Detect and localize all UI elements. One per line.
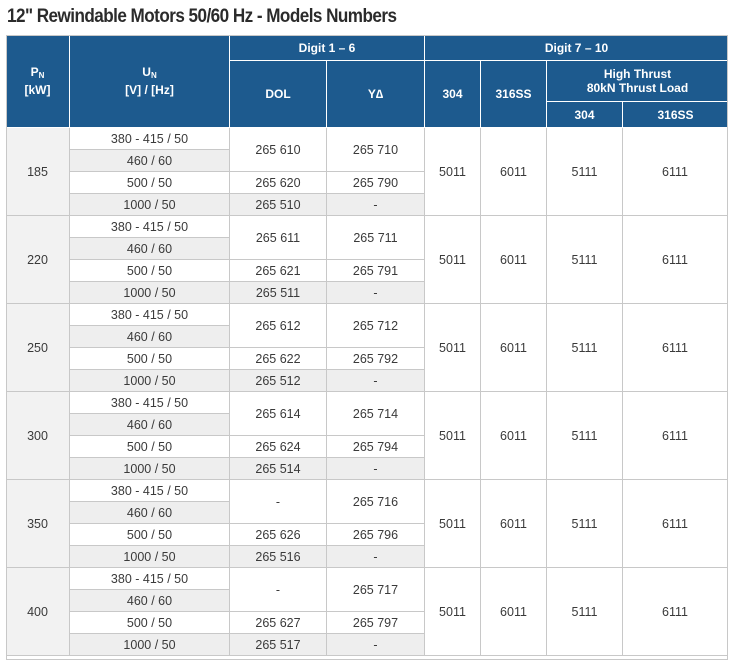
model-ht-304-cell: 5111 <box>547 304 623 392</box>
voltage-cell: 1000 / 50 <box>70 370 230 392</box>
yd-cell: - <box>327 370 425 392</box>
model-316ss-cell: 6011 <box>481 216 547 304</box>
power-cell: 185 <box>6 128 70 216</box>
voltage-cell: 500 / 50 <box>70 612 230 634</box>
header-ht-316ss: 316SS <box>623 102 728 128</box>
voltage-cell: 460 / 60 <box>70 502 230 524</box>
voltage-cell: 500 / 50 <box>70 436 230 458</box>
yd-cell: - <box>327 282 425 304</box>
dol-cell: 265 620 <box>230 172 327 194</box>
model-316ss-cell: 6011 <box>481 568 547 656</box>
header-digit-7-10: Digit 7 – 10 <box>425 35 728 61</box>
dol-cell: 265 612 <box>230 304 327 348</box>
dol-cell: 265 514 <box>230 458 327 480</box>
model-304-cell: 5011 <box>425 128 481 216</box>
voltage-cell: 500 / 50 <box>70 348 230 370</box>
model-ht-316ss-cell: 6111 <box>623 304 728 392</box>
voltage-cell: 380 - 415 / 50 <box>70 568 230 590</box>
model-ht-304-cell: 5111 <box>547 480 623 568</box>
dol-cell: - <box>230 480 327 524</box>
voltage-cell: 380 - 415 / 50 <box>70 392 230 414</box>
dol-cell: 265 622 <box>230 348 327 370</box>
yd-cell: 265 791 <box>327 260 425 282</box>
voltage-cell: 1000 / 50 <box>70 634 230 656</box>
yd-cell: - <box>327 546 425 568</box>
models-table <box>6 35 728 660</box>
voltage-cell: 1000 / 50 <box>70 194 230 216</box>
dol-cell: 265 516 <box>230 546 327 568</box>
yd-cell: 265 796 <box>327 524 425 546</box>
model-304-cell: 5011 <box>425 568 481 656</box>
voltage-cell: 460 / 60 <box>70 414 230 436</box>
power-cell: 220 <box>6 216 70 304</box>
power-cell: 400 <box>6 568 70 656</box>
yd-cell: 265 712 <box>327 304 425 348</box>
model-ht-316ss-cell: 6111 <box>623 480 728 568</box>
voltage-cell: 1000 / 50 <box>70 546 230 568</box>
dol-cell: 265 511 <box>230 282 327 304</box>
header-pn-unit: [kW] <box>24 83 51 97</box>
dol-cell: 265 512 <box>230 370 327 392</box>
header-un-unit: [V] / [Hz] <box>125 83 174 97</box>
dol-cell: 265 510 <box>230 194 327 216</box>
voltage-cell: 460 / 60 <box>70 238 230 260</box>
model-ht-304-cell: 5111 <box>547 392 623 480</box>
dol-cell: 265 614 <box>230 392 327 436</box>
model-ht-316ss-cell: 6111 <box>623 568 728 656</box>
dol-cell: 265 610 <box>230 128 327 172</box>
voltage-cell: 380 - 415 / 50 <box>70 128 230 150</box>
yd-cell: 265 794 <box>327 436 425 458</box>
dol-cell: 265 621 <box>230 260 327 282</box>
header-un-symbol: $U_N$ <box>142 65 157 80</box>
voltage-cell: 380 - 415 / 50 <box>70 480 230 502</box>
header-pn <box>6 35 70 128</box>
header-high-thrust-line1: High Thrust <box>603 67 672 81</box>
voltage-cell: 500 / 50 <box>70 172 230 194</box>
voltage-cell: 380 - 415 / 50 <box>70 304 230 326</box>
model-316ss-cell: 6011 <box>481 128 547 216</box>
voltage-cell: 500 / 50 <box>70 524 230 546</box>
model-316ss-cell: 6011 <box>481 304 547 392</box>
header-digit-1-6: Digit 1 – 6 <box>230 35 425 61</box>
model-ht-316ss-cell: 6111 <box>623 128 728 216</box>
model-304-cell: 5011 <box>425 304 481 392</box>
header-high-thrust <box>547 61 728 102</box>
header-un <box>70 35 230 128</box>
voltage-cell: 460 / 60 <box>70 150 230 172</box>
model-ht-304-cell: 5111 <box>547 216 623 304</box>
power-cell: 300 <box>6 392 70 480</box>
header-304: 304 <box>425 61 481 128</box>
voltage-cell: 500 / 50 <box>70 260 230 282</box>
page-title: 12" Rewindable Motors 50/60 Hz - Models Numbers <box>7 6 397 27</box>
model-316ss-cell: 6011 <box>481 392 547 480</box>
voltage-cell: 380 - 415 / 50 <box>70 216 230 238</box>
yd-cell: 265 717 <box>327 568 425 612</box>
model-ht-304-cell: 5111 <box>547 128 623 216</box>
yd-cell: 265 710 <box>327 128 425 172</box>
voltage-cell: 460 / 60 <box>70 326 230 348</box>
voltage-cell: 460 / 60 <box>70 590 230 612</box>
dol-cell: 265 611 <box>230 216 327 260</box>
model-ht-316ss-cell: 6111 <box>623 216 728 304</box>
dol-cell: 265 627 <box>230 612 327 634</box>
header-yd: Y∆ <box>327 61 425 128</box>
yd-cell: 265 711 <box>327 216 425 260</box>
header-high-thrust-line2: 80kN Thrust Load <box>586 81 689 95</box>
dol-cell: - <box>230 568 327 612</box>
dol-cell: 265 626 <box>230 524 327 546</box>
yd-cell: 265 714 <box>327 392 425 436</box>
header-ht-304: 304 <box>547 102 623 128</box>
power-cell: 250 <box>6 304 70 392</box>
yd-cell: - <box>327 458 425 480</box>
model-ht-304-cell: 5111 <box>547 568 623 656</box>
power-cell: 350 <box>6 480 70 568</box>
model-304-cell: 5011 <box>425 392 481 480</box>
voltage-cell: 1000 / 50 <box>70 458 230 480</box>
header-dol: DOL <box>230 61 327 128</box>
dol-cell: 265 517 <box>230 634 327 656</box>
yd-cell: 265 792 <box>327 348 425 370</box>
yd-cell: 265 716 <box>327 480 425 524</box>
yd-cell: 265 790 <box>327 172 425 194</box>
model-316ss-cell: 6011 <box>481 480 547 568</box>
yd-cell: - <box>327 634 425 656</box>
voltage-cell: 1000 / 50 <box>70 282 230 304</box>
model-ht-316ss-cell: 6111 <box>623 392 728 480</box>
model-304-cell: 5011 <box>425 480 481 568</box>
header-316ss: 316SS <box>481 61 547 128</box>
yd-cell: - <box>327 194 425 216</box>
yd-cell: 265 797 <box>327 612 425 634</box>
model-304-cell: 5011 <box>425 216 481 304</box>
dol-cell: 265 624 <box>230 436 327 458</box>
header-pn-symbol: $P_N$ <box>30 65 45 80</box>
